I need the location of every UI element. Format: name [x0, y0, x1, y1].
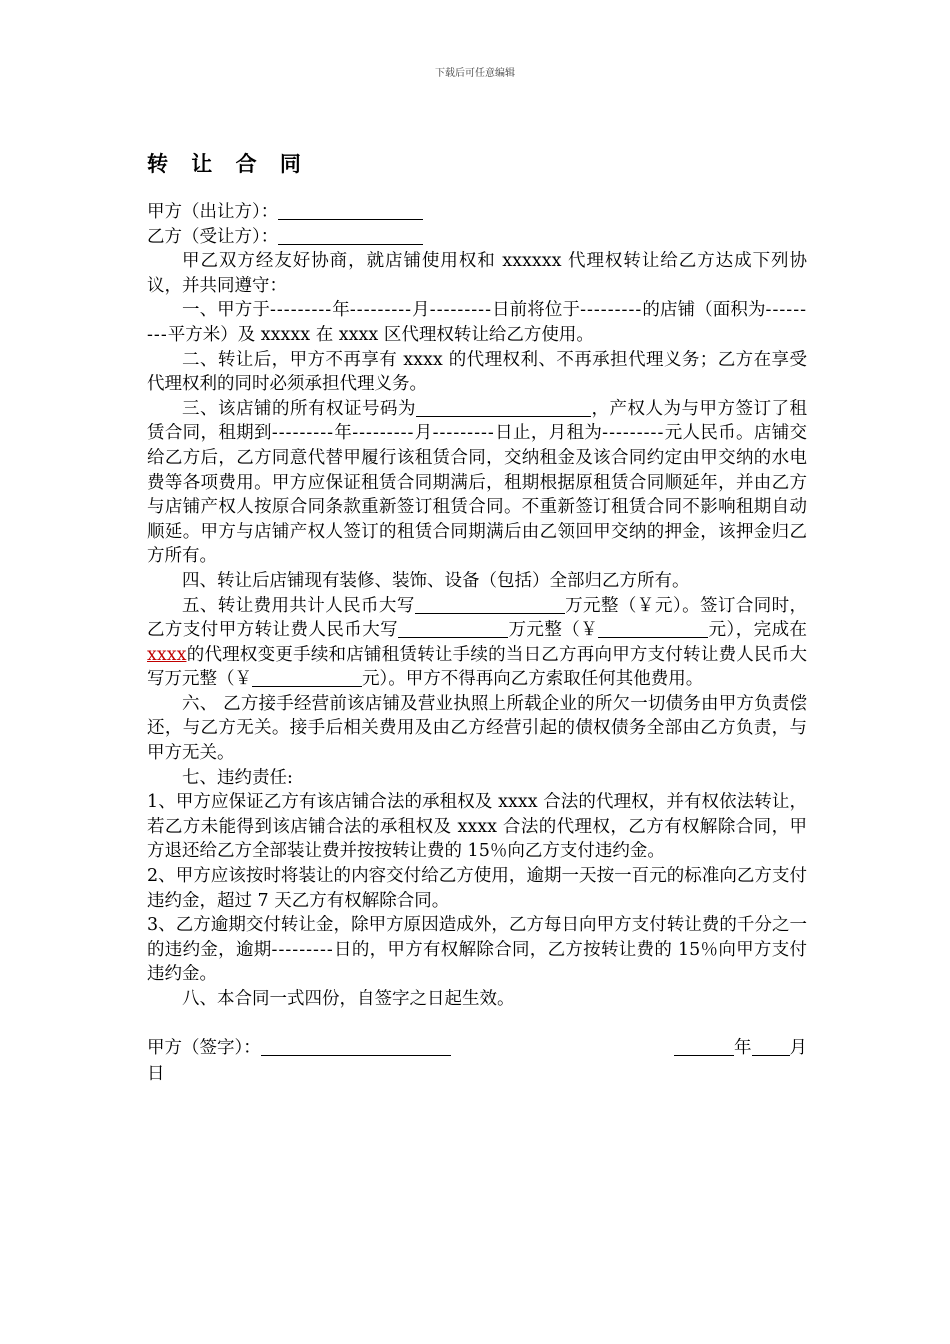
- party-a-line: 甲方（出让方）：: [147, 200, 807, 225]
- liability-item-3: 3、乙方逾期交付转让金，除甲方原因造成外，乙方每日向甲方支付转让费的千分之一的违约金，逾期---------日的，甲方有权解除合同，乙方按转让费的 15％向甲方支付违约金。: [147, 915, 807, 985]
- signature-label: 甲方（签字）：: [147, 1037, 261, 1058]
- blank-line: [398, 619, 508, 638]
- clause-3: 三、该店铺的所有权证号码为 ，产权人为与甲方签订了租赁合同，租期到---------年---------月---------日止，月租为---------元人民币。店铺交给乙方后，乙方同意代替甲履行该租赁合同，交纳租金及该合同约定由甲交纳的水电费等各项费用。甲方应保证租赁合同期满后，租期根据原租赁合同顺延年，并由乙方与店铺产权人按原合同条款重新签订租赁合同。不重新签订租赁合同不影响租期自动顺延。甲方与店铺产权人签订的租赁合同期满后由乙领回甲交纳的押金，该押金归乙方所有。: [147, 398, 808, 567]
- party-b-line: 乙方（受让方）：: [147, 225, 807, 250]
- clause-4: 四、转让后店铺现有装修、装饰、设备（包括）全部归乙方所有。: [182, 570, 690, 591]
- blank-line: [416, 398, 591, 417]
- date-day: 日: [147, 1063, 165, 1084]
- liability-item-2: 2、甲方应该按时将装让的内容交付给乙方使用，逾期一天按一百元的标准向乙方支付违约金，超过 7 天乙方有权解除合同。: [147, 866, 807, 911]
- highlighted-term: xxxx: [147, 644, 187, 665]
- contract-body: [147, 200, 807, 1086]
- clause-8: 八、本合同一式四份，自签字之日起生效。: [182, 989, 515, 1009]
- signature-line: [147, 1036, 807, 1062]
- blank-line: [415, 595, 565, 614]
- blank-line: [278, 226, 423, 245]
- date-field: 年 月: [674, 1036, 807, 1061]
- intro-paragraph: 甲乙双方经友好协商，就店铺使用权和 xxxxxx 代理权转让给乙方达成下列协议，并共同遵守：: [147, 251, 807, 296]
- document-title: 转 让 合 同: [147, 152, 309, 176]
- liability-item-1: 1、甲方应保证乙方有该店铺合法的承租权及 xxxx 合法的代理权，并有权依法转让，若乙方未能得到该店铺合法的承租权及 xxxx 合法的代理权，乙方有权解除合同，甲方退还给乙方全部装让费并按按转让费的 15％向乙方支付违约金。: [147, 792, 807, 862]
- blank-line: [598, 619, 708, 638]
- signature-blank: [261, 1037, 451, 1056]
- clause-5: 五、转让费用共计人民币大写 万元整（￥元）。签订合同时，乙方支付甲方转让费人民币大写 万元整（￥ 元），完成在xxxx的代理权变更手续和店铺租赁转让手续的当日乙方再向甲方支付转让费人民币大写万元整（￥ 元）。甲方不得再向乙方索取任何其他费用。: [147, 595, 808, 690]
- clause-2: 二、转让后，甲方不再享有 xxxx 的代理权利、不再承担代理义务；乙方在享受代理权利的同时必须承担代理义务。: [147, 349, 807, 395]
- page-header: 下载后可任意编辑: [435, 68, 515, 79]
- clause-7: 七、违约责任:: [182, 767, 293, 788]
- clause-6: 六、 乙方接手经营前该店铺及营业执照上所载企业的所欠一切债务由甲方负责偿还，与乙方无关。接手后相关费用及由乙方经营引起的债权债务全部由乙方负责，与甲方无关。: [147, 693, 807, 764]
- clause-1: 一、甲方于---------年---------月---------日前将位于---------的店铺（面积为---------平方米）及 xxxxx 在 xxxx 区代理权转让给乙方使用。: [147, 300, 808, 345]
- blank-line: [252, 668, 362, 687]
- blank-line: [278, 201, 423, 220]
